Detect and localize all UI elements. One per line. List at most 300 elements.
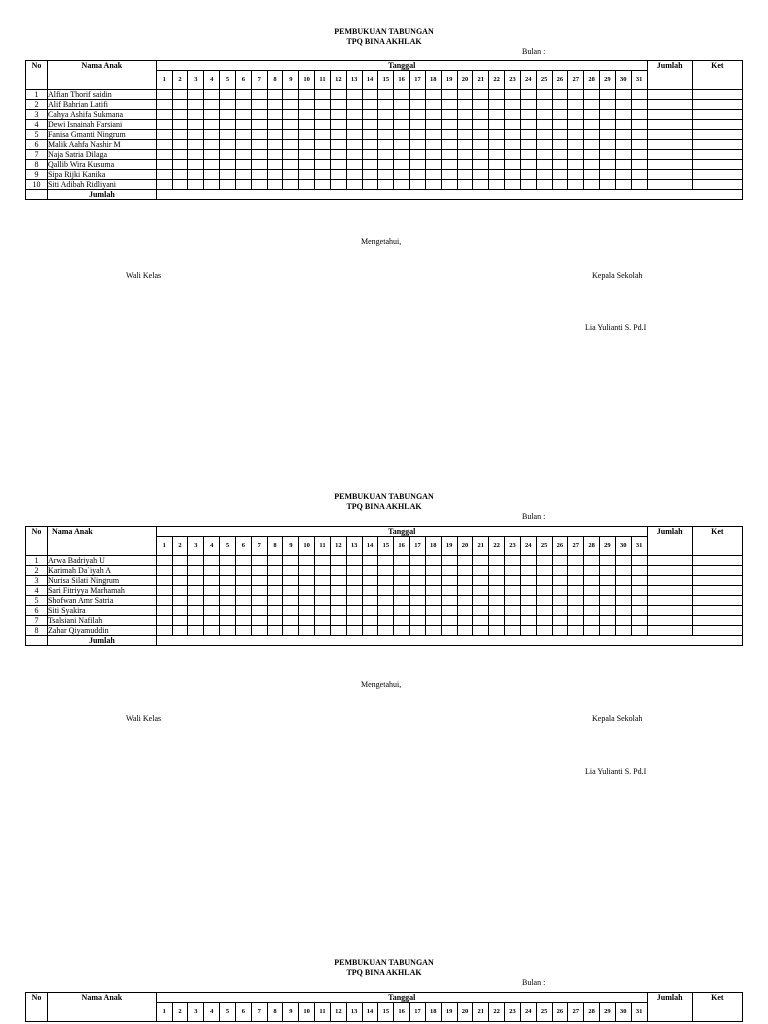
saving-cell [410,616,426,626]
saving-cell [584,170,600,180]
saving-cell [220,586,236,596]
saving-cell [251,110,267,120]
day-header-30: 30 [615,1003,631,1022]
saving-cell [410,586,426,596]
saving-cell [489,606,505,616]
saving-cell [315,150,331,160]
jumlah-row [26,190,743,200]
saving-cell [299,586,315,596]
day-header-12: 12 [330,1003,346,1022]
saving-cell [520,120,536,130]
saving-cell [283,616,299,626]
saving-cell [315,140,331,150]
saving-cell [489,110,505,120]
saving-cell [568,140,584,150]
saving-cell [362,586,378,596]
saving-cell [568,606,584,616]
row-jumlah-cell [647,170,692,180]
saving-cell [520,130,536,140]
saving-cell [362,140,378,150]
saving-cell [600,556,616,566]
student-name: Dewi Isnainah Farsiani [47,120,156,130]
day-header-25: 25 [536,71,552,90]
row-ket-cell [692,596,742,606]
saving-cell [346,606,362,616]
day-header-17: 17 [410,537,426,556]
saving-cell [156,110,172,120]
saving-cell [330,170,346,180]
saving-cell [505,160,521,170]
student-name: Siti Syakira [47,606,156,616]
bulan-label: Bulan : [522,512,546,521]
saving-cell [156,170,172,180]
day-header-28: 28 [584,71,600,90]
saving-cell [172,130,188,140]
saving-cell [552,150,568,160]
saving-cell [441,100,457,110]
day-header-21: 21 [473,71,489,90]
saving-cell [600,100,616,110]
day-header-24: 24 [520,1003,536,1022]
saving-cell [283,586,299,596]
day-header-17: 17 [410,1003,426,1022]
saving-cell [267,606,283,616]
saving-cell [473,150,489,160]
saving-cell [283,100,299,110]
saving-cell [631,576,647,586]
saving-cell [473,596,489,606]
header-tanggal: Tanggal [156,61,647,71]
saving-cell [410,150,426,160]
row-ket-cell [692,566,742,576]
saving-cell [568,170,584,180]
saving-cell [156,556,172,566]
saving-cell [172,180,188,190]
student-name: Qallib Wira Kusuma [47,160,156,170]
saving-cell [235,110,251,120]
row-ket-cell [692,170,742,180]
day-header-7: 7 [251,537,267,556]
saving-cell [552,576,568,586]
saving-cell [220,160,236,170]
saving-cell [251,616,267,626]
saving-cell [505,140,521,150]
student-row [26,606,743,616]
saving-cell [378,616,394,626]
saving-cell [631,130,647,140]
saving-cell [204,606,220,616]
saving-cell [299,556,315,566]
saving-cell [520,160,536,170]
saving-cell [520,616,536,626]
mengetahui-label: Mengetahui, [361,680,402,689]
saving-cell [283,170,299,180]
saving-cell [156,100,172,110]
saving-cell [267,576,283,586]
student-row [26,110,743,120]
saving-cell [204,616,220,626]
saving-cell [615,180,631,190]
saving-cell [520,170,536,180]
saving-cell [299,140,315,150]
saving-cell [441,556,457,566]
saving-cell [378,100,394,110]
saving-cell [204,596,220,606]
saving-cell [394,160,410,170]
day-header-29: 29 [600,1003,616,1022]
saving-cell [267,130,283,140]
saving-cell [425,120,441,130]
saving-cell [473,170,489,180]
saving-cell [473,180,489,190]
student-row [26,596,743,606]
kepala-sekolah-name: Lia Yulianti S. Pd.I [585,323,647,332]
saving-cell [188,576,204,586]
saving-cell [251,586,267,596]
saving-cell [425,180,441,190]
saving-cell [536,160,552,170]
saving-cell [378,586,394,596]
wali-kelas-label: Wali Kelas [126,271,162,280]
student-name: Alfian Thorif saidin [47,90,156,100]
saving-cell [505,130,521,140]
saving-cell [251,606,267,616]
saving-cell [473,120,489,130]
saving-cell [299,160,315,170]
day-header-15: 15 [378,1003,394,1022]
saving-cell [283,566,299,576]
saving-cell [235,120,251,130]
saving-cell [457,140,473,150]
saving-cell [299,596,315,606]
header-jumlah: Jumlah [647,993,692,1022]
saving-cell [425,556,441,566]
saving-cell [220,110,236,120]
student-no: 1 [26,90,48,100]
saving-cell [600,130,616,140]
saving-cell [425,616,441,626]
saving-cell [188,180,204,190]
student-row [26,160,743,170]
saving-cell [172,626,188,636]
student-row [26,130,743,140]
saving-cell [552,616,568,626]
saving-cell [552,100,568,110]
saving-cell [362,556,378,566]
saving-cell [441,150,457,160]
saving-cell [410,626,426,636]
day-header-30: 30 [615,537,631,556]
saving-cell [473,90,489,100]
jumlah-total-cell [156,190,742,200]
saving-cell [631,110,647,120]
kepala-sekolah-label: Kepala Sekolah [592,714,643,723]
savings-table [25,526,743,646]
saving-cell [220,596,236,606]
saving-cell [267,616,283,626]
saving-cell [584,100,600,110]
row-jumlah-cell [647,100,692,110]
saving-cell [330,140,346,150]
saving-cell [330,606,346,616]
saving-cell [346,170,362,180]
saving-cell [505,556,521,566]
saving-cell [204,160,220,170]
saving-cell [188,556,204,566]
saving-cell [220,576,236,586]
saving-cell [631,556,647,566]
saving-cell [251,170,267,180]
day-header-19: 19 [441,537,457,556]
saving-cell [156,180,172,190]
saving-cell [315,616,331,626]
doc-title: PEMBUKUAN TABUNGAN [334,27,434,36]
saving-cell [156,616,172,626]
saving-cell [267,596,283,606]
row-ket-cell [692,586,742,596]
saving-cell [235,130,251,140]
saving-cell [378,120,394,130]
saving-cell [267,140,283,150]
saving-cell [489,566,505,576]
saving-cell [251,596,267,606]
jumlah-label: Jumlah [47,190,156,200]
saving-cell [204,170,220,180]
day-header-29: 29 [600,537,616,556]
day-header-18: 18 [425,1003,441,1022]
saving-cell [425,150,441,160]
saving-cell [441,616,457,626]
saving-cell [536,90,552,100]
saving-cell [235,606,251,616]
saving-cell [505,180,521,190]
saving-cell [283,120,299,130]
saving-cell [267,556,283,566]
saving-cell [457,180,473,190]
day-header-15: 15 [378,537,394,556]
saving-cell [457,110,473,120]
saving-cell [299,606,315,616]
saving-cell [394,100,410,110]
saving-cell [299,150,315,160]
day-header-18: 18 [425,537,441,556]
day-header-14: 14 [362,1003,378,1022]
saving-cell [600,160,616,170]
saving-cell [315,180,331,190]
day-header-26: 26 [552,537,568,556]
saving-cell [172,566,188,576]
header-tanggal: Tanggal [156,993,647,1003]
saving-cell [156,90,172,100]
saving-cell [235,596,251,606]
saving-cell [378,180,394,190]
saving-cell [457,90,473,100]
jumlah-no-cell [26,636,48,646]
saving-cell [441,160,457,170]
saving-cell [204,100,220,110]
saving-cell [267,90,283,100]
jumlah-no-cell [26,190,48,200]
row-ket-cell [692,140,742,150]
saving-cell [188,120,204,130]
saving-cell [156,120,172,130]
saving-cell [315,100,331,110]
doc-subtitle: TPQ BINA AKHLAK [346,37,422,46]
day-header-2: 2 [172,537,188,556]
saving-cell [536,596,552,606]
saving-cell [362,130,378,140]
saving-cell [441,130,457,140]
saving-cell [251,180,267,190]
saving-cell [584,626,600,636]
day-header-9: 9 [283,1003,299,1022]
doc-title: PEMBUKUAN TABUNGAN [334,958,434,967]
saving-cell [536,100,552,110]
day-header-10: 10 [299,537,315,556]
saving-cell [489,576,505,586]
saving-cell [425,576,441,586]
saving-cell [394,150,410,160]
saving-cell [457,566,473,576]
saving-cell [330,90,346,100]
saving-cell [441,90,457,100]
saving-cell [536,576,552,586]
day-header-8: 8 [267,71,283,90]
saving-cell [489,556,505,566]
saving-cell [457,100,473,110]
saving-cell [378,170,394,180]
row-ket-cell [692,110,742,120]
saving-cell [394,596,410,606]
saving-cell [473,616,489,626]
saving-cell [188,616,204,626]
saving-cell [204,140,220,150]
saving-cell [378,90,394,100]
saving-cell [172,150,188,160]
saving-cell [631,596,647,606]
saving-cell [283,140,299,150]
saving-cell [283,556,299,566]
row-ket-cell [692,100,742,110]
saving-cell [156,140,172,150]
saving-cell [615,110,631,120]
saving-cell [394,140,410,150]
saving-cell [330,566,346,576]
saving-cell [267,180,283,190]
saving-cell [600,140,616,150]
saving-cell [505,566,521,576]
saving-cell [552,140,568,150]
saving-cell [251,150,267,160]
saving-cell [235,566,251,576]
saving-cell [600,626,616,636]
saving-cell [441,566,457,576]
saving-cell [410,110,426,120]
saving-cell [299,110,315,120]
day-header-10: 10 [299,71,315,90]
saving-cell [568,626,584,636]
saving-cell [457,160,473,170]
saving-cell [188,110,204,120]
row-jumlah-cell [647,180,692,190]
day-header-22: 22 [489,71,505,90]
saving-cell [584,110,600,120]
saving-cell [330,130,346,140]
saving-cell [568,616,584,626]
saving-cell [457,130,473,140]
day-header-11: 11 [315,537,331,556]
saving-cell [156,150,172,160]
saving-cell [536,556,552,566]
saving-cell [204,180,220,190]
row-jumlah-cell [647,566,692,576]
header-no: No [26,527,48,556]
saving-cell [330,586,346,596]
saving-cell [283,110,299,120]
saving-cell [267,586,283,596]
saving-cell [235,140,251,150]
saving-cell [204,120,220,130]
saving-cell [410,576,426,586]
saving-cell [410,596,426,606]
student-no: 6 [26,606,48,616]
jumlah-label: Jumlah [47,636,156,646]
jumlah-total-cell [156,636,742,646]
saving-cell [615,566,631,576]
saving-cell [315,130,331,140]
student-row [26,180,743,190]
saving-cell [457,150,473,160]
student-no: 9 [26,170,48,180]
saving-cell [520,180,536,190]
saving-cell [568,586,584,596]
saving-cell [330,576,346,586]
doc-subtitle: TPQ BINA AKHLAK [346,968,422,977]
saving-cell [267,170,283,180]
day-header-23: 23 [505,537,521,556]
saving-cell [378,596,394,606]
saving-cell [156,596,172,606]
day-header-5: 5 [220,537,236,556]
saving-cell [330,150,346,160]
day-header-20: 20 [457,1003,473,1022]
saving-cell [299,180,315,190]
student-row [26,100,743,110]
saving-cell [536,606,552,616]
student-name: Cahya Ashifa Sukmana [47,110,156,120]
saving-cell [251,576,267,586]
saving-cell [425,566,441,576]
saving-cell [600,606,616,616]
student-row [26,150,743,160]
row-ket-cell [692,606,742,616]
saving-cell [156,576,172,586]
saving-cell [473,100,489,110]
saving-cell [172,586,188,596]
day-header-10: 10 [299,1003,315,1022]
day-header-1: 1 [156,71,172,90]
saving-cell [520,556,536,566]
saving-cell [346,556,362,566]
saving-cell [251,130,267,140]
student-no: 8 [26,626,48,636]
saving-cell [615,140,631,150]
saving-cell [552,596,568,606]
day-header-6: 6 [235,71,251,90]
student-no: 2 [26,100,48,110]
saving-cell [615,626,631,636]
saving-cell [188,596,204,606]
